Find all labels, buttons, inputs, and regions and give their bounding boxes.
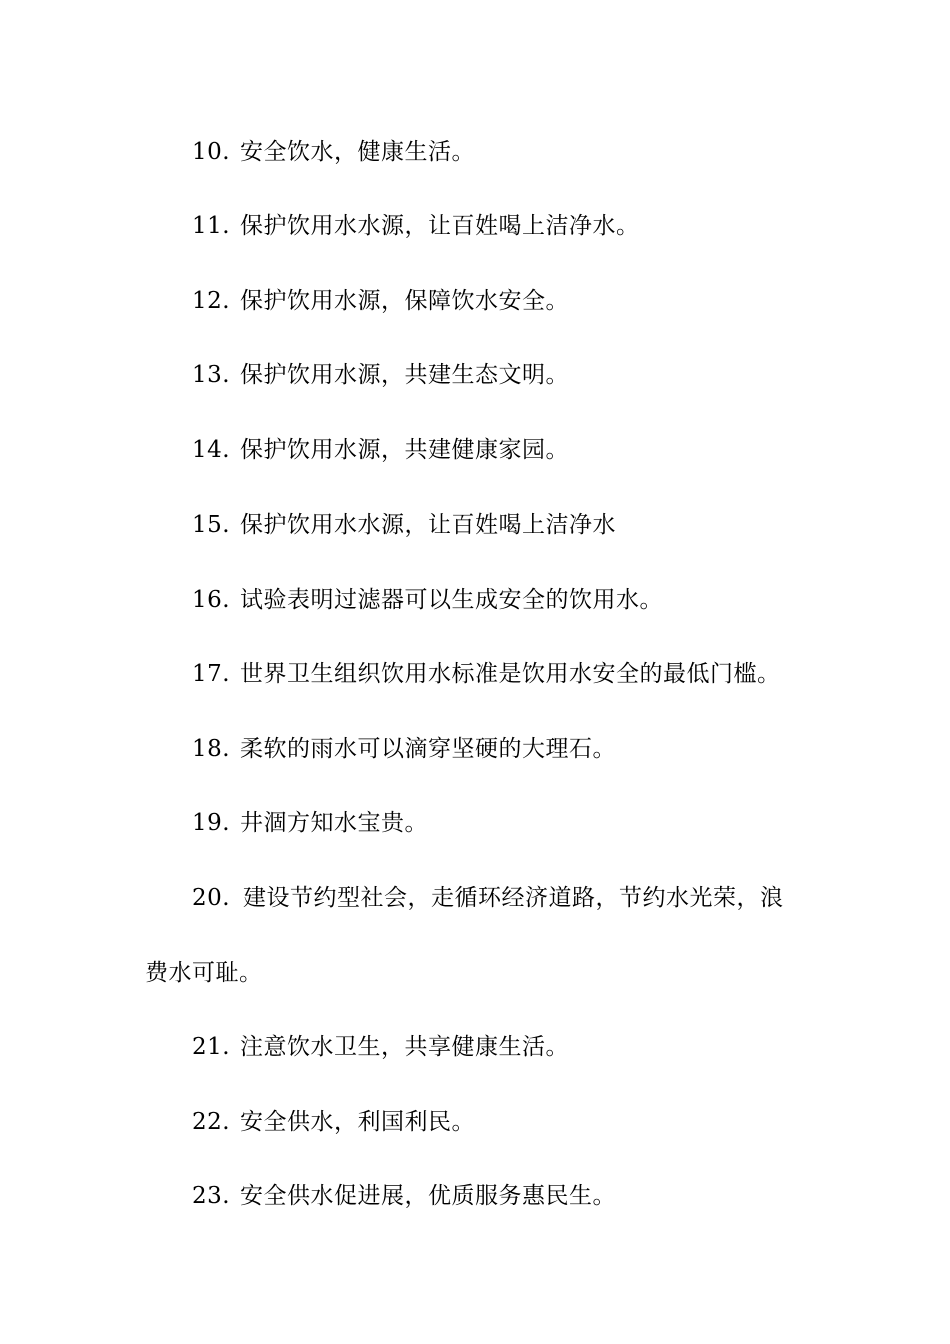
item-text: 保护饮用水源，共建健康家园。 [240, 437, 569, 463]
item-text: 井涸方知水宝贵。 [240, 810, 428, 836]
item-number: 14. [192, 437, 231, 463]
item-number: 16. [192, 587, 231, 613]
item-text: 保护饮用水源，共建生态文明。 [240, 362, 569, 388]
item-text-continuation: 费水可耻。 [145, 960, 263, 986]
item-number: 10. [192, 139, 231, 165]
item-number: 17. [192, 661, 231, 687]
item-number: 13. [192, 362, 231, 388]
item-number: 11. [192, 213, 231, 239]
item-text: 建设节约型社会，走循环经济道路，节约水光荣，浪 [243, 885, 784, 911]
item-number: 18. [192, 736, 231, 762]
item-text: 保护饮用水水源，让百姓喝上洁净水。 [240, 213, 640, 239]
item-number: 22. [192, 1109, 231, 1135]
item-number: 21. [192, 1034, 231, 1060]
item-text: 注意饮水卫生，共享健康生活。 [240, 1034, 569, 1060]
item-text: 保护饮用水水源，让百姓喝上洁净水 [240, 512, 616, 538]
item-text: 保护饮用水源，保障饮水安全。 [240, 288, 569, 314]
item-text: 安全供水，利国利民。 [240, 1109, 475, 1135]
item-text: 安全饮水，健康生活。 [240, 139, 475, 165]
item-number: 12. [192, 288, 231, 314]
item-text: 柔软的雨水可以滴穿坚硬的大理石。 [240, 736, 616, 762]
item-number: 23. [192, 1183, 231, 1209]
item-number: 15. [192, 512, 231, 538]
item-text: 安全供水促进展，优质服务惠民生。 [240, 1183, 616, 1209]
item-text: 试验表明过滤器可以生成安全的饮用水。 [240, 587, 663, 613]
item-text: 世界卫生组织饮用水标准是饮用水安全的最低门槛。 [240, 661, 781, 687]
item-number: 19. [192, 810, 231, 836]
item-number: 20. [192, 885, 231, 911]
